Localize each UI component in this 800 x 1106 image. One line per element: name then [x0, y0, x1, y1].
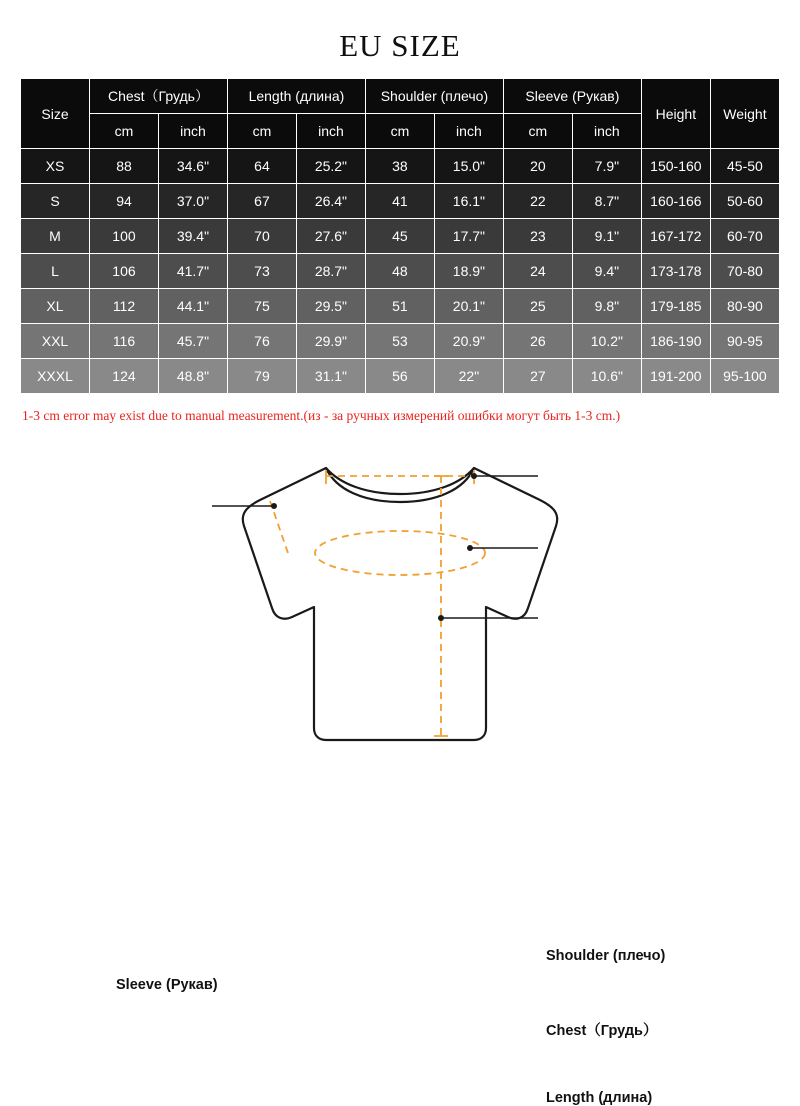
table-row	[21, 359, 780, 394]
header-length: Length (длина)	[227, 79, 365, 114]
cell-weight: 45-50	[710, 149, 779, 184]
cell-chest-inch: 34.6"	[158, 149, 227, 184]
label-sleeve: Sleeve (Рукав)	[116, 977, 218, 993]
cell-sleeve-cm: 26	[503, 324, 572, 359]
header-height: Height	[641, 79, 710, 149]
cell-shoulder-cm: 56	[365, 359, 434, 394]
cell-sleeve-inch: 9.1"	[572, 219, 641, 254]
cell-chest-cm: 100	[89, 219, 158, 254]
cell-shoulder-cm: 53	[365, 324, 434, 359]
cell-shoulder-inch: 16.1"	[434, 184, 503, 219]
cell-length-cm: 70	[227, 219, 296, 254]
cell-length-inch: 26.4"	[296, 184, 365, 219]
cell-chest-inch: 45.7"	[158, 324, 227, 359]
cell-sleeve-inch: 9.4"	[572, 254, 641, 289]
leader-lines	[212, 473, 538, 621]
cell-chest-cm: 106	[89, 254, 158, 289]
cell-height: 173-178	[641, 254, 710, 289]
cell-shoulder-cm: 38	[365, 149, 434, 184]
cell-weight: 50-60	[710, 184, 779, 219]
cell-chest-cm: 112	[89, 289, 158, 324]
unit-sleeve-cm: cm	[503, 114, 572, 149]
unit-sleeve-inch: inch	[572, 114, 641, 149]
row-size: XS	[21, 149, 90, 184]
unit-length-inch: inch	[296, 114, 365, 149]
cell-length-inch: 29.5"	[296, 289, 365, 324]
cell-height: 167-172	[641, 219, 710, 254]
unit-shoulder-cm: cm	[365, 114, 434, 149]
cell-chest-inch: 39.4"	[158, 219, 227, 254]
header-size: Size	[21, 79, 90, 149]
label-shoulder: Shoulder (плечо)	[546, 948, 666, 964]
cell-weight: 80-90	[710, 289, 779, 324]
chest-measure-ellipse	[315, 531, 485, 575]
row-size: S	[21, 184, 90, 219]
cell-length-inch: 31.1"	[296, 359, 365, 394]
cell-length-cm: 76	[227, 324, 296, 359]
cell-sleeve-cm: 27	[503, 359, 572, 394]
cell-chest-inch: 37.0"	[158, 184, 227, 219]
cell-shoulder-inch: 17.7"	[434, 219, 503, 254]
cell-length-inch: 28.7"	[296, 254, 365, 289]
cell-chest-inch: 48.8"	[158, 359, 227, 394]
cell-length-cm: 73	[227, 254, 296, 289]
cell-sleeve-cm: 25	[503, 289, 572, 324]
shoulder-measure-ticks	[326, 470, 474, 484]
cell-sleeve-cm: 20	[503, 149, 572, 184]
cell-height: 191-200	[641, 359, 710, 394]
table-row	[21, 254, 780, 289]
page-title: EU SIZE	[339, 28, 461, 63]
cell-weight: 95-100	[710, 359, 779, 394]
cell-shoulder-cm: 51	[365, 289, 434, 324]
label-chest: Chest（Грудь）	[546, 1023, 658, 1039]
table-row	[21, 324, 780, 359]
cell-shoulder-inch: 22"	[434, 359, 503, 394]
header-chest: Chest（Грудь）	[89, 79, 227, 114]
cell-shoulder-inch: 20.1"	[434, 289, 503, 324]
unit-length-cm: cm	[227, 114, 296, 149]
unit-chest-inch: inch	[158, 114, 227, 149]
cell-sleeve-inch: 10.2"	[572, 324, 641, 359]
cell-length-inch: 27.6"	[296, 219, 365, 254]
size-table	[20, 78, 780, 394]
cell-sleeve-cm: 22	[503, 184, 572, 219]
cell-length-inch: 29.9"	[296, 324, 365, 359]
row-size: XL	[21, 289, 90, 324]
cell-length-cm: 79	[227, 359, 296, 394]
cell-chest-inch: 41.7"	[158, 254, 227, 289]
cell-sleeve-inch: 8.7"	[572, 184, 641, 219]
cell-weight: 90-95	[710, 324, 779, 359]
cell-chest-cm: 88	[89, 149, 158, 184]
row-size: XXXL	[21, 359, 90, 394]
cell-height: 186-190	[641, 324, 710, 359]
cell-shoulder-inch: 15.0"	[434, 149, 503, 184]
cell-weight: 70-80	[710, 254, 779, 289]
cell-length-cm: 75	[227, 289, 296, 324]
label-length: Length (длина)	[546, 1090, 653, 1106]
tshirt-svg	[0, 428, 800, 758]
cell-chest-cm: 116	[89, 324, 158, 359]
header-sleeve: Sleeve (Рукав)	[503, 79, 641, 114]
cell-weight: 60-70	[710, 219, 779, 254]
table-row	[21, 184, 780, 219]
table-row	[21, 219, 780, 254]
cell-sleeve-cm: 23	[503, 219, 572, 254]
cell-shoulder-cm: 41	[365, 184, 434, 219]
cell-chest-cm: 94	[89, 184, 158, 219]
cell-sleeve-inch: 9.8"	[572, 289, 641, 324]
cell-height: 160-166	[641, 184, 710, 219]
cell-length-inch: 25.2"	[296, 149, 365, 184]
cell-shoulder-cm: 45	[365, 219, 434, 254]
table-header-groups	[21, 79, 780, 114]
unit-shoulder-inch: inch	[434, 114, 503, 149]
cell-length-cm: 64	[227, 149, 296, 184]
cell-chest-cm: 124	[89, 359, 158, 394]
cell-height: 150-160	[641, 149, 710, 184]
sleeve-measure-line	[270, 501, 288, 553]
measurement-note: 1-3 cm error may exist due to manual measurement.(из - за ручных измерений ошибки могут быть 1-3 cm.)	[22, 408, 621, 423]
unit-chest-cm: cm	[89, 114, 158, 149]
cell-shoulder-cm: 48	[365, 254, 434, 289]
table-row	[21, 289, 780, 324]
cell-sleeve-inch: 10.6"	[572, 359, 641, 394]
tshirt-outline	[243, 468, 557, 740]
cell-shoulder-inch: 18.9"	[434, 254, 503, 289]
row-size: XXL	[21, 324, 90, 359]
cell-shoulder-inch: 20.9"	[434, 324, 503, 359]
cell-length-cm: 67	[227, 184, 296, 219]
row-size: M	[21, 219, 90, 254]
row-size: L	[21, 254, 90, 289]
cell-height: 179-185	[641, 289, 710, 324]
header-weight: Weight	[710, 79, 779, 149]
header-shoulder: Shoulder (плечо)	[365, 79, 503, 114]
cell-chest-inch: 44.1"	[158, 289, 227, 324]
table-row	[21, 149, 780, 184]
cell-sleeve-cm: 24	[503, 254, 572, 289]
cell-sleeve-inch: 7.9"	[572, 149, 641, 184]
tshirt-diagram	[0, 428, 800, 1106]
